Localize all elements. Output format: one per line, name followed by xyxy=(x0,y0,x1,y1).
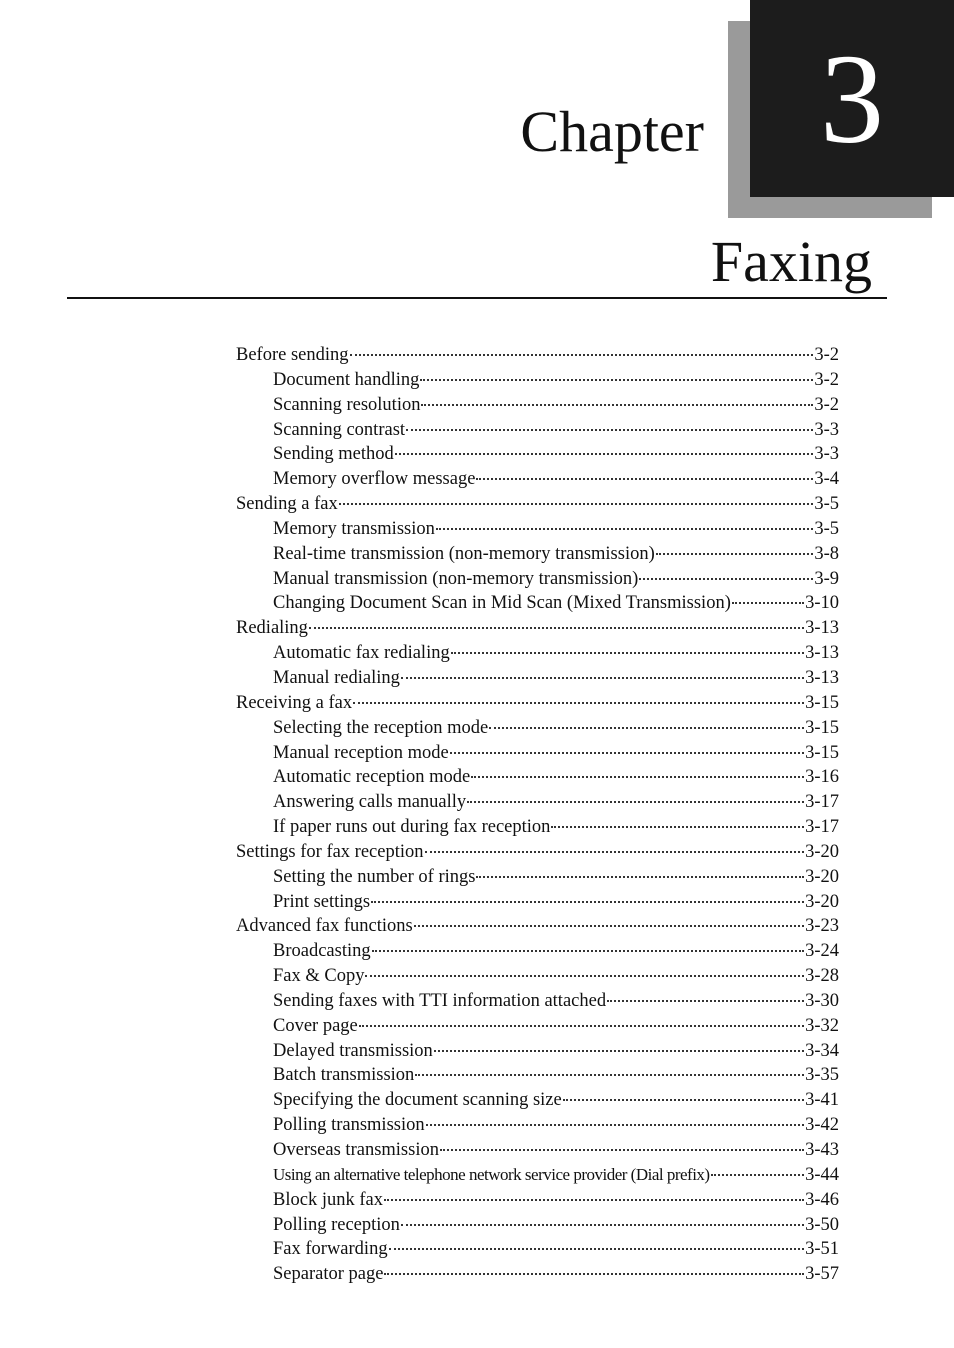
toc-entry[interactable] xyxy=(236,616,839,641)
title-divider xyxy=(67,297,887,299)
toc-entry-title: Answering calls manually xyxy=(273,792,467,813)
toc-leader-dots xyxy=(365,975,804,977)
toc-entry-title: Specifying the document scanning size xyxy=(273,1090,562,1111)
toc-entry-page: 3-2 xyxy=(814,394,839,415)
toc-entry[interactable] xyxy=(236,865,839,890)
toc-entry-title: Using an alternative telephone network service provider (Dial prefix) xyxy=(273,1164,710,1184)
toc-entry-title: Advanced fax functions xyxy=(236,916,413,937)
chapter-label: Chapter xyxy=(520,99,704,164)
toc-leader-dots xyxy=(639,578,813,580)
toc-entry[interactable] xyxy=(236,964,839,989)
toc-entry-page: 3-10 xyxy=(805,593,839,614)
toc-entry-page: 3-5 xyxy=(814,494,839,515)
toc-entry[interactable] xyxy=(236,591,839,616)
toc-entry[interactable] xyxy=(236,1188,839,1213)
toc-entry-title: Separator page xyxy=(273,1264,384,1285)
toc-entry-title: Scanning contrast xyxy=(273,419,406,440)
toc-entry-page: 3-32 xyxy=(805,1015,839,1036)
toc-entry[interactable] xyxy=(236,492,839,517)
toc-leader-dots xyxy=(476,478,813,480)
toc-entry-title: Sending a fax xyxy=(236,494,338,515)
toc-entry[interactable] xyxy=(236,1039,839,1064)
chapter-number-box xyxy=(750,0,954,197)
toc-entry-title: Cover page xyxy=(273,1015,358,1036)
toc-entry-page: 3-24 xyxy=(805,941,839,962)
toc-leader-dots xyxy=(401,1224,804,1226)
toc-entry[interactable] xyxy=(236,1014,839,1039)
toc-entry-page: 3-4 xyxy=(814,469,839,490)
toc-entry-page: 3-13 xyxy=(805,618,839,639)
toc-entry-title: If paper runs out during fax reception xyxy=(273,817,551,838)
toc-entry[interactable] xyxy=(236,1138,839,1163)
toc-entry-title: Block junk fax xyxy=(273,1189,383,1210)
toc-entry-title: Setting the number of rings xyxy=(273,866,476,887)
toc-entry[interactable] xyxy=(236,840,839,865)
toc-entry[interactable] xyxy=(236,939,839,964)
toc-entry-title: Broadcasting xyxy=(273,941,371,962)
toc-leader-dots xyxy=(350,354,814,356)
toc-leader-dots xyxy=(711,1174,804,1176)
toc-entry-page: 3-20 xyxy=(805,841,839,862)
toc-entry-title: Before sending xyxy=(236,345,349,365)
toc-entry-page: 3-13 xyxy=(805,643,839,664)
toc-entry-page: 3-3 xyxy=(814,444,839,465)
toc-entry-page: 3-17 xyxy=(805,792,839,813)
toc-entry[interactable] xyxy=(236,368,839,393)
toc-entry[interactable] xyxy=(236,393,839,418)
toc-entry-title: Manual reception mode xyxy=(273,742,449,763)
toc-leader-dots xyxy=(384,1199,804,1201)
toc-entry-title: Manual redialing xyxy=(273,667,400,688)
toc-leader-dots xyxy=(309,627,804,629)
toc-entry[interactable] xyxy=(236,1262,839,1287)
toc-entry[interactable] xyxy=(236,1088,839,1113)
toc-entry-title: Changing Document Scan in Mid Scan (Mixed Transmission) xyxy=(273,593,731,614)
toc-entry[interactable] xyxy=(236,1213,839,1238)
toc-entry-title: Selecting the reception mode xyxy=(273,717,489,738)
toc-entry[interactable] xyxy=(236,765,839,790)
toc-leader-dots xyxy=(414,925,804,927)
toc-leader-dots xyxy=(451,652,804,654)
chapter-number: 3 xyxy=(820,28,884,170)
toc-entry-page: 3-44 xyxy=(805,1164,839,1185)
toc-entry-page: 3-8 xyxy=(814,543,839,564)
toc-entry[interactable] xyxy=(236,1163,839,1188)
toc-leader-dots xyxy=(656,553,814,555)
toc-entry[interactable] xyxy=(236,641,839,666)
toc-leader-dots xyxy=(401,677,804,679)
toc-leader-dots xyxy=(420,379,813,381)
toc-leader-dots xyxy=(467,801,804,803)
toc-entry[interactable] xyxy=(236,418,839,443)
toc-entry[interactable] xyxy=(236,691,839,716)
toc-entry[interactable] xyxy=(236,890,839,915)
toc-entry[interactable] xyxy=(236,517,839,542)
toc-leader-dots xyxy=(732,602,804,604)
toc-entry-title: Polling reception xyxy=(273,1214,400,1235)
chapter-title: Faxing xyxy=(710,229,872,294)
toc-leader-dots xyxy=(425,851,805,853)
toc-leader-dots xyxy=(421,404,813,406)
toc-entry-page: 3-23 xyxy=(805,916,839,937)
toc-leader-dots xyxy=(563,1099,804,1101)
toc-entry-title: Real-time transmission (non-memory transmission) xyxy=(273,543,655,564)
toc-entry-page: 3-3 xyxy=(814,419,839,440)
toc-entry[interactable] xyxy=(236,989,839,1014)
toc-leader-dots xyxy=(450,752,804,754)
toc-leader-dots xyxy=(607,1000,804,1002)
toc-entry-page: 3-41 xyxy=(805,1090,839,1111)
toc-entry[interactable] xyxy=(236,914,839,939)
toc-leader-dots xyxy=(415,1074,804,1076)
toc-entry[interactable] xyxy=(236,815,839,840)
toc-entry-page: 3-2 xyxy=(814,345,839,365)
toc-entry-page: 3-2 xyxy=(814,369,839,390)
toc-entry[interactable] xyxy=(236,343,839,368)
toc-entry-title: Fax forwarding xyxy=(273,1239,388,1260)
table-of-contents xyxy=(236,343,839,1287)
toc-entry[interactable] xyxy=(236,467,839,492)
toc-entry-title: Memory overflow message xyxy=(273,469,476,490)
toc-entry[interactable] xyxy=(236,790,839,815)
toc-leader-dots xyxy=(471,776,804,778)
toc-leader-dots xyxy=(551,826,804,828)
toc-entry-page: 3-20 xyxy=(805,891,839,912)
toc-entry[interactable] xyxy=(236,716,839,741)
toc-entry-title: Fax & Copy xyxy=(273,966,365,987)
toc-leader-dots xyxy=(339,503,814,505)
toc-entry-page: 3-50 xyxy=(805,1214,839,1235)
toc-entry-page: 3-17 xyxy=(805,817,839,838)
toc-entry-page: 3-42 xyxy=(805,1115,839,1136)
toc-entry-page: 3-51 xyxy=(805,1239,839,1260)
toc-entry-title: Batch transmission xyxy=(273,1065,415,1086)
toc-entry-title: Settings for fax reception xyxy=(236,841,424,862)
toc-leader-dots xyxy=(384,1273,804,1275)
toc-entry-title: Manual transmission (non-memory transmission) xyxy=(273,568,639,589)
toc-entry-title: Redialing xyxy=(236,618,308,639)
toc-leader-dots xyxy=(436,528,813,530)
toc-leader-dots xyxy=(395,453,814,455)
toc-entry-page: 3-15 xyxy=(805,692,839,713)
toc-leader-dots xyxy=(489,727,804,729)
toc-entry[interactable] xyxy=(236,666,839,691)
toc-leader-dots xyxy=(426,1124,804,1126)
toc-entry-title: Scanning resolution xyxy=(273,394,421,415)
toc-leader-dots xyxy=(476,876,804,878)
toc-leader-dots xyxy=(440,1149,804,1151)
toc-entry-page: 3-9 xyxy=(814,568,839,589)
toc-entry[interactable] xyxy=(236,567,839,592)
toc-entry-title: Automatic reception mode xyxy=(273,767,471,788)
toc-entry-title: Receiving a fax xyxy=(236,692,353,713)
toc-entry-title: Automatic fax redialing xyxy=(273,643,450,664)
toc-entry-page: 3-34 xyxy=(805,1040,839,1061)
toc-leader-dots xyxy=(359,1025,804,1027)
toc-entry-page: 3-28 xyxy=(805,966,839,987)
toc-entry[interactable] xyxy=(236,1237,839,1262)
toc-entry-page: 3-35 xyxy=(805,1065,839,1086)
toc-leader-dots xyxy=(434,1050,804,1052)
toc-entry-page: 3-15 xyxy=(805,717,839,738)
toc-leader-dots xyxy=(406,429,813,431)
toc-entry-page: 3-57 xyxy=(805,1264,839,1285)
toc-leader-dots xyxy=(371,901,804,903)
toc-leader-dots xyxy=(353,702,804,704)
toc-entry-title: Overseas transmission xyxy=(273,1140,439,1160)
toc-entry-page: 3-20 xyxy=(805,866,839,887)
toc-entry-page: 3-30 xyxy=(805,990,839,1011)
toc-leader-dots xyxy=(389,1248,805,1250)
toc-entry-page: 3-46 xyxy=(805,1189,839,1210)
toc-leader-dots xyxy=(372,950,804,952)
toc-entry-title: Sending method xyxy=(273,444,394,465)
toc-entry-page: 3-5 xyxy=(814,518,839,539)
toc-entry-title: Memory transmission xyxy=(273,518,435,539)
toc-entry[interactable] xyxy=(236,542,839,567)
toc-entry-page: 3-16 xyxy=(805,767,839,788)
toc-entry-page: 3-15 xyxy=(805,742,839,763)
toc-entry-title: Print settings xyxy=(273,891,371,912)
toc-entry[interactable] xyxy=(236,1063,839,1088)
toc-entry-title: Polling transmission xyxy=(273,1115,425,1136)
toc-entry-title: Sending faxes with TTI information attached xyxy=(273,990,607,1011)
toc-entry-title: Delayed transmission xyxy=(273,1040,433,1061)
toc-entry[interactable] xyxy=(236,1113,839,1138)
toc-entry-title: Document handling xyxy=(273,369,420,390)
toc-entry[interactable] xyxy=(236,741,839,766)
toc-entry-page: 3-13 xyxy=(805,667,839,688)
toc-entry[interactable] xyxy=(236,442,839,467)
toc-entry-page: 3-43 xyxy=(805,1140,839,1160)
